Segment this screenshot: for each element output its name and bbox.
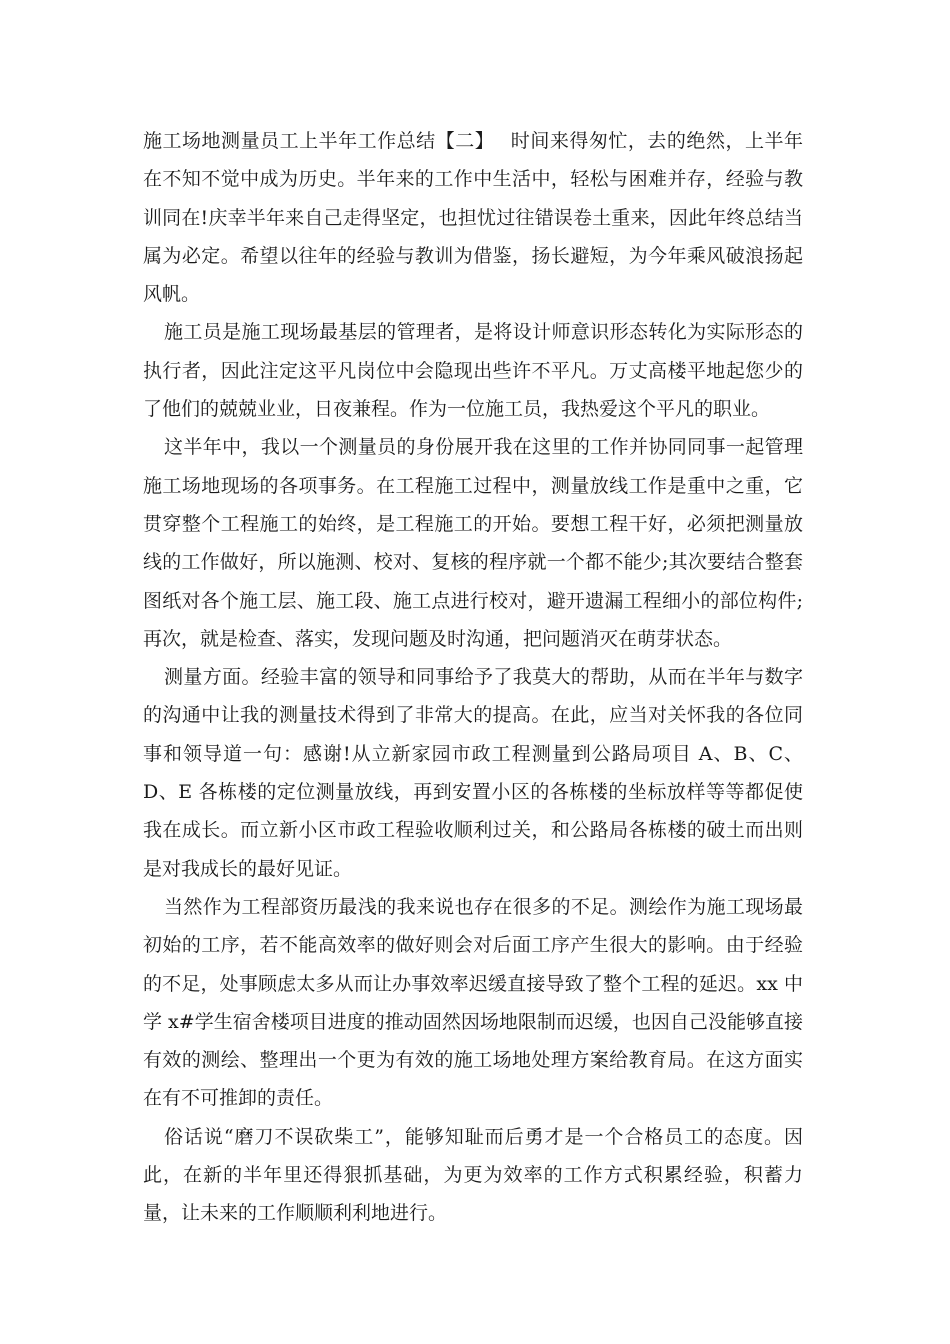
paragraph-construction-worker: 施工员是施工现场最基层的管理者，是将设计师意识形态转化为实际形态的执行者，因此注定这平凡岗位中会隐现出些许不平凡。万丈高楼平地起您少的了他们的兢兢业业，日夜兼程。作为一位施工员，我热爱这个平凡的职业。 [143, 321, 803, 421]
paragraph-shortcomings: 当然作为工程部资历最浅的我来说也存在很多的不足。测绘作为施工现场最初始的工序，若不能高效率的做好则会对后面工序产生很大的影响。由于经验的不足，处事顾虑太多从而让办事效率迟缓直接导致了整个工程的延迟。xx 中学 x#学生宿舍楼项目进度的推动固然因场地限制而迟缓，也因自己没能够直接有效的测绘、整理出一个更为有效的施工场地处理方案给教育局。在这方面实在有不可推卸的责任。 [143, 895, 803, 1110]
document-body [143, 122, 803, 1233]
paragraph-conclusion: 俗话说“磨刀不误砍柴工”，能够知耻而后勇才是一个合格员工的态度。因此，在新的半年里还得狠抓基础，为更为效率的工作方式积累经验，积蓄力量，让未来的工作顺顺利利地进行。 [143, 1125, 803, 1225]
paragraph-surveying: 测量方面。经验丰富的领导和同事给予了我莫大的帮助，从而在半年与数字的沟通中让我的测量技术得到了非常大的提高。在此，应当对关怀我的各位同事和领导道一句：感谢!从立新家园市政工程测量到公路局项目 A、B、C、D、E 各栋楼的定位测量放线，再到安置小区的各栋楼的坐标放样等等都促使我在成长。而立新小区市政工程验收顺利过关，和公路局各栋楼的破土而出则是对我成长的最好见证。 [143, 666, 803, 880]
paragraph-half-year-work: 这半年中，我以一个测量员的身份展开我在这里的工作并协同同事一起管理施工场地现场的各项事务。在工程施工过程中，测量放线工作是重中之重，它贯穿整个工程施工的始终，是工程施工的开始。要想工程干好，必须把测量放线的工作做好，所以施测、校对、复核的程序就一个都不能少;其次要结合整套图纸对各个施工层、施工段、施工点进行校对，避开遗漏工程细小的部位构件;再次，就是检查、落实，发现问题及时沟通，把问题消灭在萌芽状态。 [143, 436, 803, 650]
paragraph-intro: 施工场地测量员工上半年工作总结【二】 时间来得匆忙，去的绝然，上半年在不知不觉中成为历史。半年来的工作中生活中，轻松与困难并存，经验与教训同在!庆幸半年来自己走得坚定，也担忧过往错误卷土重来，因此年终总结当属为必定。希望以往年的经验与教训为借鉴，扬长避短，为今年乘风破浪扬起风帆。 [143, 130, 803, 306]
